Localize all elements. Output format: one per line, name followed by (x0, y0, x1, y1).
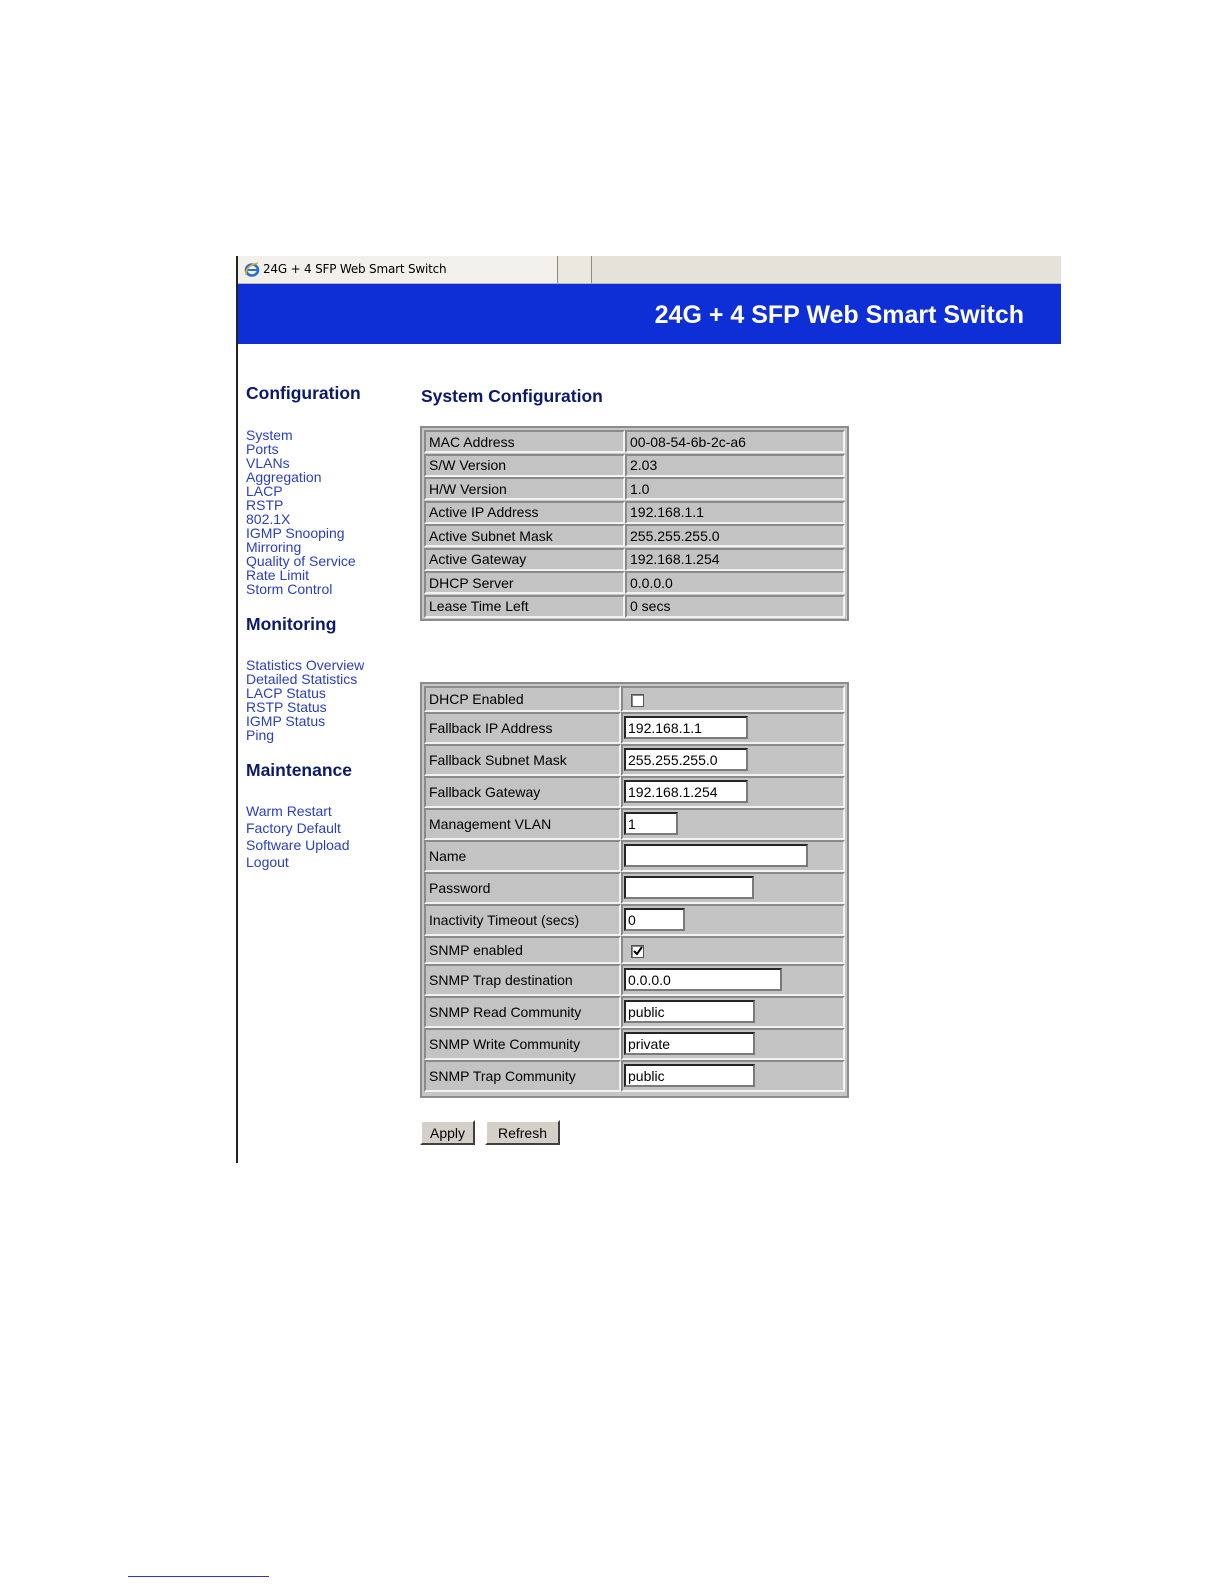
sidebar-item-logout[interactable]: Logout (246, 854, 289, 870)
apply-button[interactable]: Apply (420, 1120, 475, 1145)
info-value-mac: 00-08-54-6b-2c-a6 (625, 430, 845, 453)
browser-tab-strip (236, 256, 1061, 284)
label-password: Password (424, 872, 621, 904)
cell-fallback-ip (621, 712, 845, 744)
label-fallback-mask: Fallback Subnet Mask (424, 744, 621, 776)
label-mgmt-vlan: Management VLAN (424, 808, 621, 840)
cell-fallback-mask (621, 744, 845, 776)
sidebar-item-vlans[interactable]: VLANs (246, 455, 290, 471)
footnote-rule (128, 1576, 269, 1577)
sidebar-item-rstp[interactable]: RSTP (246, 497, 284, 513)
sidebar-item-storm-control[interactable]: Storm Control (246, 581, 333, 597)
sidebar-heading-monitoring: Monitoring (246, 614, 337, 634)
sidebar-item-system[interactable]: System (246, 427, 293, 443)
sidebar-item-software-upload[interactable]: Software Upload (246, 837, 350, 853)
info-label-sw: S/W Version (424, 454, 625, 477)
page-header-title: 24G + 4 SFP Web Smart Switch (654, 301, 1024, 329)
label-snmp-enabled: SNMP enabled (424, 936, 621, 964)
sidebar-item-mirroring[interactable]: Mirroring (246, 539, 302, 555)
cell-dhcp-enabled (621, 686, 845, 712)
cell-fallback-gateway (621, 776, 845, 808)
cell-snmp-trap-community (621, 1060, 845, 1092)
info-label-hw: H/W Version (424, 477, 625, 500)
sidebar-item-rate-limit[interactable]: Rate Limit (246, 567, 310, 583)
ie-icon (244, 261, 260, 277)
sidebar-item-aggregation[interactable]: Aggregation (246, 469, 322, 485)
info-label-gateway: Active Gateway (424, 548, 625, 571)
cell-snmp-enabled (621, 936, 845, 964)
password-input[interactable] (624, 876, 754, 899)
cell-mgmt-vlan (621, 808, 845, 840)
sidebar-item-ports[interactable]: Ports (246, 441, 279, 457)
info-label-dhcp-server: DHCP Server (424, 571, 625, 594)
sidebar-item-warm-restart[interactable]: Warm Restart (246, 803, 332, 819)
cell-snmp-trap-dest (621, 964, 845, 996)
sidebar-heading-maintenance: Maintenance (246, 760, 352, 780)
info-value-dhcp-server: 0.0.0.0 (625, 571, 845, 594)
sidebar-heading-configuration: Configuration (246, 383, 361, 403)
snmp-trap-community-input[interactable] (624, 1064, 755, 1087)
snmp-trap-destination-input[interactable] (624, 968, 782, 991)
label-fallback-ip: Fallback IP Address (424, 712, 621, 744)
sidebar-item-lacp-status[interactable]: LACP Status (246, 685, 326, 701)
sidebar-item-statistics-overview[interactable]: Statistics Overview (246, 657, 365, 673)
info-value-ip: 192.168.1.1 (625, 501, 845, 524)
info-label-ip: Active IP Address (424, 501, 625, 524)
refresh-button[interactable]: Refresh (485, 1120, 560, 1145)
sidebar-item-quality-of-service[interactable]: Quality of Service (246, 553, 356, 569)
label-inactivity-timeout: Inactivity Timeout (secs) (424, 904, 621, 936)
info-value-gateway: 192.168.1.254 (625, 548, 845, 571)
sidebar-item-igmp-status[interactable]: IGMP Status (246, 713, 326, 729)
browser-tab-title: 24G + 4 SFP Web Smart Switch (263, 262, 447, 276)
fallback-mask-input[interactable] (624, 748, 748, 771)
browser-tab[interactable] (236, 256, 558, 283)
header-banner (236, 284, 1061, 344)
sidebar-item-detailed-statistics[interactable]: Detailed Statistics (246, 671, 358, 687)
system-info-table (420, 426, 849, 621)
sidebar-item-lacp[interactable]: LACP (246, 483, 283, 499)
cell-name (621, 840, 845, 872)
info-label-mask: Active Subnet Mask (424, 524, 625, 547)
info-value-sw: 2.03 (625, 454, 845, 477)
new-tab-button[interactable] (559, 256, 592, 283)
label-snmp-trap-community: SNMP Trap Community (424, 1060, 621, 1092)
snmp-write-community-input[interactable] (624, 1032, 755, 1055)
info-value-hw: 1.0 (625, 477, 845, 500)
page-title: System Configuration (421, 386, 603, 406)
checkmark-icon (633, 946, 643, 956)
sidebar-item-igmp-snooping[interactable]: IGMP Snooping (246, 525, 345, 541)
sidebar-item-rstp-status[interactable]: RSTP Status (246, 699, 327, 715)
label-snmp-read: SNMP Read Community (424, 996, 621, 1028)
frame-divider (236, 256, 238, 1163)
info-value-mask: 255.255.255.0 (625, 524, 845, 547)
mgmt-vlan-input[interactable] (624, 812, 678, 835)
cell-inactivity-timeout (621, 904, 845, 936)
label-snmp-write: SNMP Write Community (424, 1028, 621, 1060)
cell-snmp-read (621, 996, 845, 1028)
fallback-ip-input[interactable] (624, 716, 748, 739)
name-input[interactable] (624, 844, 808, 867)
cell-password (621, 872, 845, 904)
settings-table (420, 682, 849, 1098)
label-fallback-gateway: Fallback Gateway (424, 776, 621, 808)
snmp-enabled-checkbox[interactable] (631, 945, 644, 958)
inactivity-timeout-input[interactable] (624, 908, 685, 931)
label-name: Name (424, 840, 621, 872)
sidebar-item-factory-default[interactable]: Factory Default (246, 820, 341, 836)
fallback-gateway-input[interactable] (624, 780, 748, 803)
info-label-mac: MAC Address (424, 430, 625, 453)
label-dhcp-enabled: DHCP Enabled (424, 686, 621, 712)
sidebar-item-ping[interactable]: Ping (246, 727, 275, 743)
dhcp-enabled-checkbox[interactable] (631, 694, 644, 707)
snmp-read-community-input[interactable] (624, 1000, 755, 1023)
info-label-lease: Lease Time Left (424, 595, 625, 618)
label-snmp-trap-dest: SNMP Trap destination (424, 964, 621, 996)
sidebar-item-802-1x[interactable]: 802.1X (246, 511, 291, 527)
info-value-lease: 0 secs (625, 595, 845, 618)
cell-snmp-write (621, 1028, 845, 1060)
